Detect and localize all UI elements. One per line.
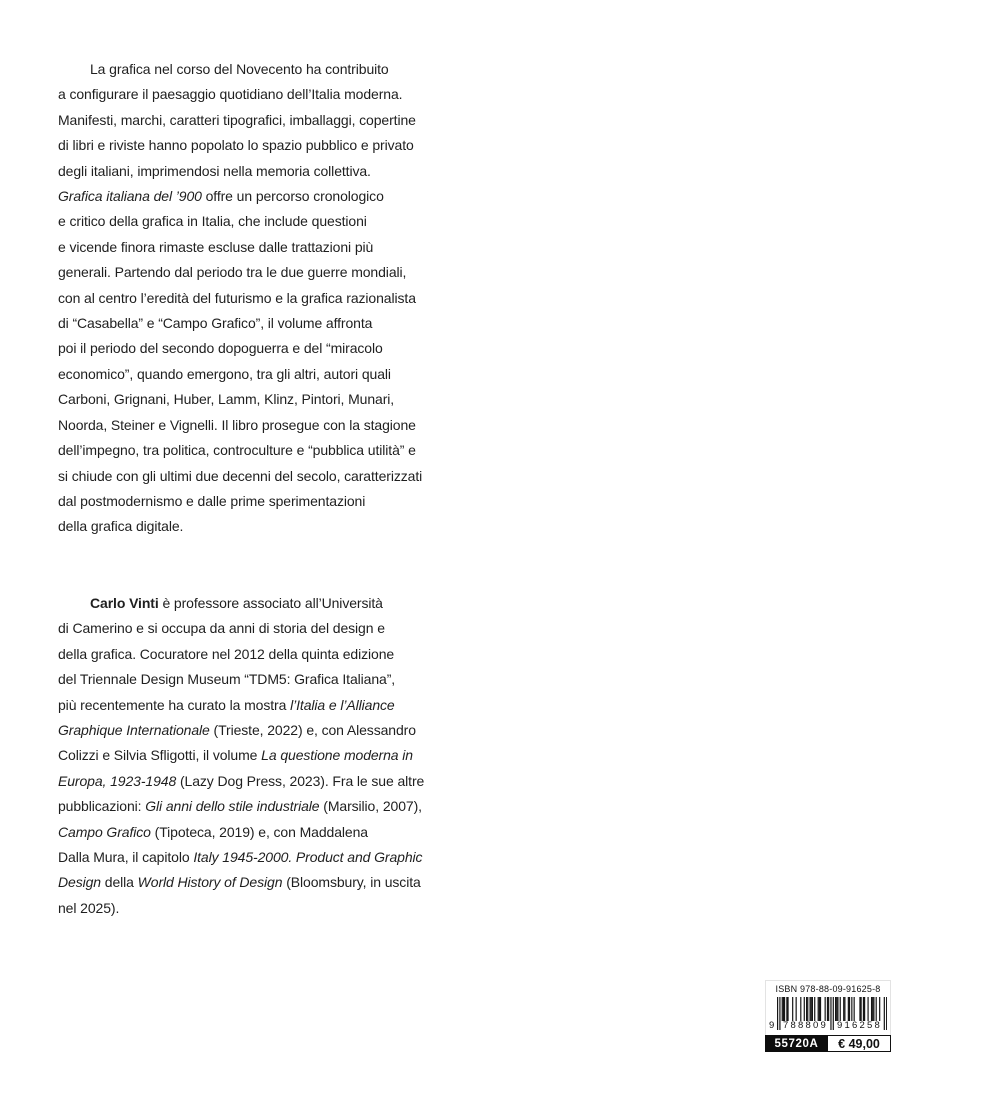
price-row	[765, 1035, 891, 1052]
text-line: La grafica nel corso del Novecento ha contribuito	[90, 61, 389, 77]
ean-digits-left: 788809	[783, 1020, 828, 1031]
text-line: di Camerino e si occupa da anni di storia del design e	[58, 620, 385, 637]
text-line: dell’impegno, tra politica, controculture e “pubblica utilità” e	[58, 442, 416, 459]
text-line: nel 2025).	[58, 899, 120, 916]
text-line: economico”, quando emergono, tra gli altri, autori quali	[58, 365, 391, 382]
text-line: dal postmodernismo e dalle prime sperimentazioni	[58, 492, 366, 509]
ean-barcode	[769, 997, 887, 1031]
text-line: di libri e riviste hanno popolato lo spazio pubblico e privato	[58, 137, 414, 154]
text-line: e critico della grafica in Italia, che include questioni	[58, 213, 367, 230]
text-line: di “Casabella” e “Campo Grafico”, il volume affronta	[58, 315, 373, 332]
text-line: della grafica digitale.	[58, 518, 184, 535]
text-line: Campo Grafico (Tipoteca, 2019) e, con Maddalena	[58, 823, 368, 840]
edition-code-badge: 55720A	[765, 1035, 828, 1052]
text-line: Noorda, Steiner e Vignelli. Il libro prosegue con la stagione	[58, 416, 416, 433]
text-line: Carboni, Grignani, Huber, Lamm, Klinz, Pintori, Munari,	[58, 391, 395, 408]
text-line: Manifesti, marchi, caratteri tipografici, imballaggi, copertine	[58, 111, 416, 128]
text-line: degli italiani, imprimendosi nella memoria collettiva.	[58, 162, 371, 179]
text-line: poi il periodo del secondo dopoguerra e del “miracolo	[58, 340, 383, 357]
text-line: generali. Partendo dal periodo tra le due guerre mondiali,	[58, 264, 407, 281]
price-tag: € 49,00	[828, 1035, 891, 1052]
text-line: a configurare il paesaggio quotidiano dell’Italia moderna.	[58, 86, 403, 103]
text-line: con al centro l’eredità del futurismo e la grafica razionalista	[58, 289, 416, 306]
text-line: del Triennale Design Museum “TDM5: Grafica Italiana”,	[58, 671, 396, 688]
author-bio-paragraph	[58, 591, 424, 921]
text-line: Colizzi e Silvia Sfligotti, il volume La questione moderna in	[58, 747, 413, 764]
text-line: Europa, 1923-1948 (Lazy Dog Press, 2023). Fra le sue altre	[58, 772, 425, 789]
text-line: più recentemente ha curato la mostra l’Italia e l’Alliance	[58, 696, 395, 713]
text-line: Carlo Vinti è professore associato all’Università	[90, 595, 383, 611]
barcode-block	[765, 980, 891, 1052]
text-line: pubblicazioni: Gli anni dello stile industriale (Marsilio, 2007),	[58, 798, 422, 815]
text-line: si chiude con gli ultimi due decenni del secolo, caratterizzati	[58, 467, 423, 484]
text-line: Dalla Mura, il capitolo Italy 1945-2000. Product and Graphic	[58, 849, 423, 866]
text-line: della grafica. Cocuratore nel 2012 della quinta edizione	[58, 645, 395, 662]
ean-digit-lead: 9	[769, 1020, 775, 1031]
description-paragraph	[58, 57, 422, 540]
text-line: Design della World History of Design (Bloomsbury, in uscita	[58, 874, 421, 891]
barcode-label	[765, 980, 891, 1035]
isbn-text: ISBN 978-88-09-91625-8	[775, 984, 881, 994]
text-line: e vicende finora rimaste escluse dalle trattazioni più	[58, 238, 374, 255]
text-line: Grafica italiana del ’900 offre un percorso cronologico	[58, 188, 384, 205]
ean-digits-right: 916258	[837, 1020, 882, 1031]
text-line: Graphique Internationale (Trieste, 2022) e, con Alessandro	[58, 722, 416, 739]
